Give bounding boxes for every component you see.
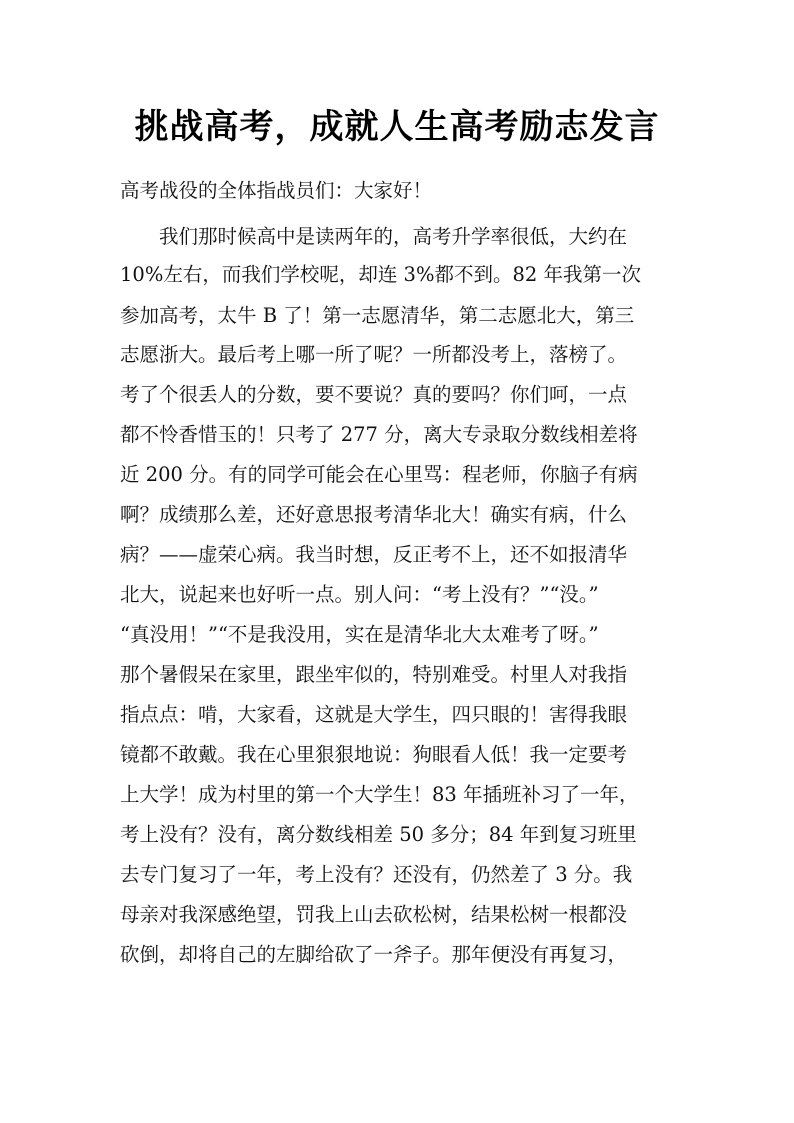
paragraph-line: 我们那时候高中是读两年的，高考升学率很低，大约在	[120, 225, 628, 248]
paragraph-line: 去专门复习了一年，考上没有？还没有，仍然差了 3 分。我	[120, 863, 633, 886]
paragraph-line: 母亲对我深感绝望，罚我上山去砍松树，结果松树一根都没	[120, 903, 628, 926]
paragraph-line: 那个暑假呆在家里，跟坐牢似的，特别难受。村里人对我指	[120, 663, 628, 686]
paragraph-line: 都不怜香惜玉的！只考了 277 分，离大专录取分数线相差将	[120, 423, 638, 446]
paragraph-line: 10%左右，而我们学校呢，却连 3%都不到。82 年我第一次	[120, 263, 641, 286]
paragraph-line: 北大，说起来也好听一点。别人问：“考上没有？”“没。”	[120, 583, 599, 606]
paragraph-line: “真没用！”“不是我没用，实在是清华北大太难考了呀。”	[120, 623, 599, 646]
paragraph-line: 近 200 分。有的同学可能会在心里骂：程老师，你脑子有病	[120, 463, 638, 486]
paragraph-line: 考了个很丢人的分数，要不要说？真的要吗？你们呵，一点	[120, 383, 628, 406]
paragraph-line: 镜都不敢戴。我在心里狠狠地说：狗眼看人低！我一定要考	[120, 743, 628, 766]
paragraph-line: 考上没有？没有，离分数线相差 50 多分；84 年到复习班里	[120, 823, 637, 846]
paragraph-line: 上大学！成为村里的第一个大学生！83 年插班补习了一年，	[120, 783, 639, 806]
paragraph-line: 病？——虚荣心病。我当时想，反正考不上，还不如报清华	[120, 543, 628, 566]
paragraph-line: 高考战役的全体指战员们：大家好！	[120, 179, 433, 202]
paragraph-line: 指点点：啃，大家看，这就是大学生，四只眼的！害得我眼	[120, 703, 628, 726]
document-title: 挑战高考，成就人生高考励志发言	[134, 107, 660, 147]
paragraph-line: 啊？成绩那么差，还好意思报考清华北大！确实有病，什么	[120, 503, 628, 526]
paragraph-line: 志愿浙大。最后考上哪一所了呢？一所都没考上，落榜了。	[120, 343, 628, 366]
paragraph-line: 砍倒，却将自己的左脚给砍了一斧子。那年便没有再复习，	[120, 943, 628, 966]
paragraph-line: 参加高考，太牛 B 了！第一志愿清华，第二志愿北大，第三	[120, 304, 635, 327]
